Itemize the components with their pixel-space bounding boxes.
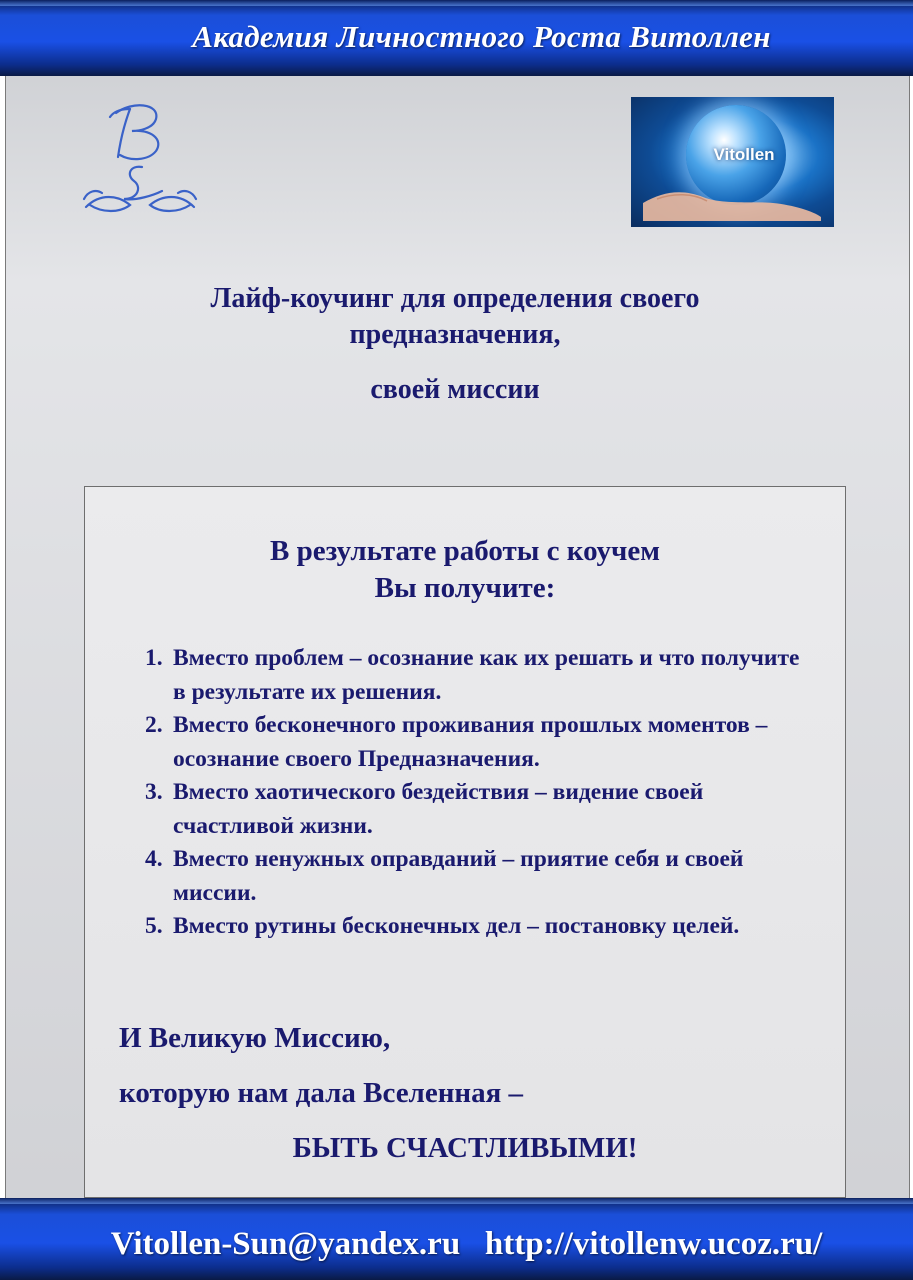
benefits-heading [85,533,845,607]
monogram-logo [80,95,200,220]
header-band [0,0,913,76]
closing-line-1: И Великую Миссию, [119,1022,391,1054]
email-link[interactable]: Vitollen-Sun@yandex.ru [110,1226,461,1262]
list-item [145,843,815,910]
logo-text: Vitollen [713,145,775,164]
title-line-1: Лайф-коучинг для определения своего [210,283,700,314]
closing-line-3: БЫТЬ СЧАСТЛИВЫМИ! [292,1132,638,1164]
website-link[interactable]: http://vitollenw.ucoz.ru/ [484,1226,823,1262]
list-item-text: Вместо рутины бесконечных дел – постановку целей. [173,913,740,939]
list-item-number: 4. [145,846,163,872]
list-item-number: 3. [145,779,163,805]
benefits-heading-line-1: В результате работы с коучем [270,535,660,567]
list-item [145,910,815,944]
title-line-3: своей миссии [370,374,540,405]
list-item-number: 5. [145,913,163,939]
benefits-heading-line-2: Вы получите: [374,572,556,604]
list-item-text: Вместо хаотического бездействия – видение своей счастливой жизни. [173,779,704,839]
academy-title: Академия Личностного Роста Витоллен [192,19,771,54]
list-item-text: Вместо бесконечного проживания прошлых моментов – осознание своего Предназначения. [173,712,768,772]
list-item-text: Вместо проблем – осознание как их решать и что получите в результате их решения. [173,645,800,705]
page-title [60,281,850,353]
list-item [145,642,815,709]
list-item-number: 1. [145,645,163,671]
footer-contacts [0,1226,913,1263]
vitollen-logo-image [631,97,834,227]
benefits-list [145,642,815,944]
list-item-text: Вместо ненужных оправданий – приятие себя и своей миссии. [173,846,744,906]
benefits-box [84,486,846,1198]
title-line-2: предназначения, [349,319,561,350]
list-item [145,776,815,843]
footer-band-highlight [0,1198,913,1204]
list-item-number: 2. [145,712,163,738]
closing-line-2: которую нам дала Вселенная – [119,1077,524,1109]
list-item [145,709,815,776]
hand-icon [643,181,823,221]
header-band-highlight [0,0,913,6]
